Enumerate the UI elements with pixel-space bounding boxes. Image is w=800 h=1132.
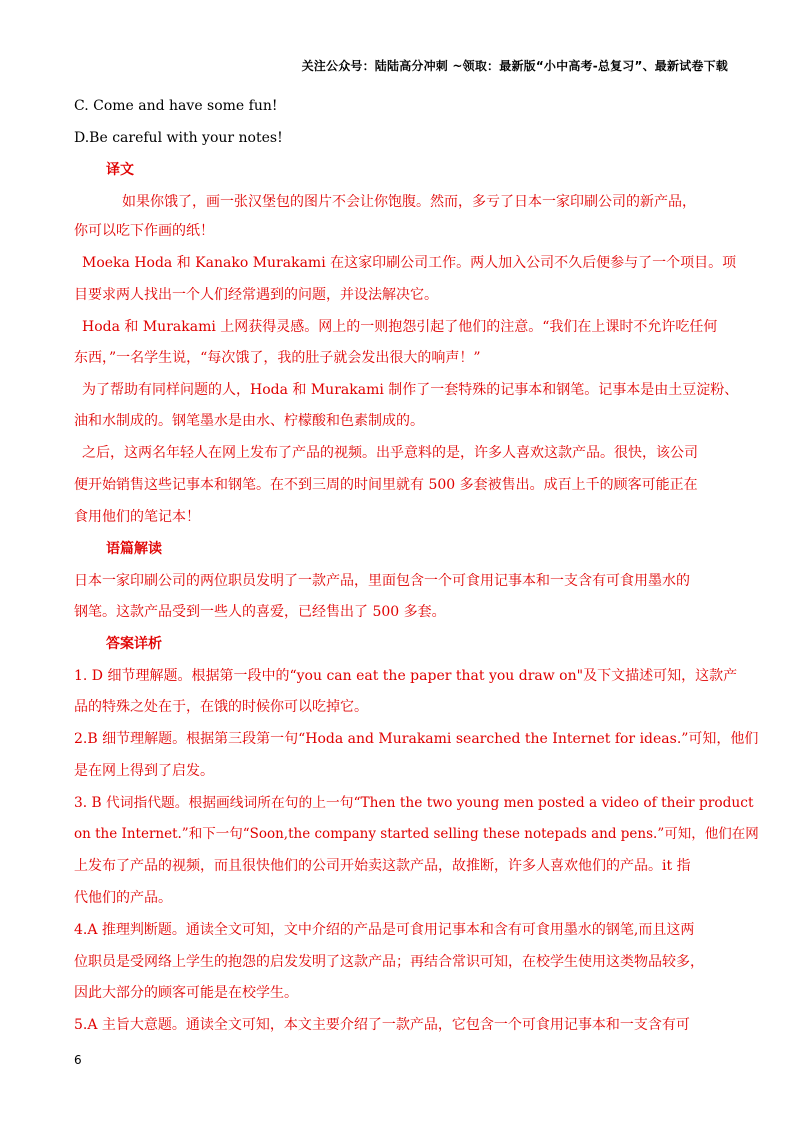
answer-line: 位职员是受网络上学生的抱怨的启发发明了这款产品；再结合常识可知，在校学生使用这类物品较多， [74, 954, 704, 970]
answer-line: 1. D 细节理解题。根据第一段中的“you can eat the paper that you draw on"及下文描述可知，这款产 [74, 668, 738, 684]
answer-line: 2.B 细节理解题。根据第三段第一句“Hoda and Murakami searched the Internet for ideas.”可知，他们 [74, 731, 759, 747]
answer-line: 因此大部分的顾客可能是在校学生。 [74, 985, 298, 1001]
analysis-line: 钢笔。这款产品受到一些人的喜爱，已经售出了 500 多套。 [74, 604, 446, 620]
translation-line: 东西，”一名学生说，“每次饿了，我的肚子就会发出很大的响声！” [74, 350, 481, 366]
translation-line: 油和水制成的。钢笔墨水是由水、柠檬酸和色素制成的。 [74, 413, 424, 429]
option-c: C. Come and have some fun! [74, 98, 278, 114]
answer-line: 3. B 代词指代题。根据画线词所在句的上一句“Then the two young men posted a video of their product [74, 795, 754, 811]
answer-line: on the Internet.”和下一句“Soon,the company started selling these notepads and pens.”可知，他们在网 [74, 826, 759, 842]
option-d: D.Be careful with your notes! [74, 130, 283, 146]
answer-line: 品的特殊之处在于，在饿的时候你可以吃掉它。 [74, 699, 368, 715]
answer-line: 5.A 主旨大意题。通读全文可知，本文主要介绍了一款产品，它包含一个可食用记事本和一支含有可 [74, 1017, 690, 1033]
answer-line: 是在网上得到了启发。 [74, 763, 214, 779]
translation-line: 你可以吃下作画的纸！ [74, 223, 214, 239]
analysis-heading: 语篇解读 [106, 541, 162, 557]
translation-line: 之后，这两名年轻人在网上发布了产品的视频。出乎意料的是，许多人喜欢这款产品。很快，该公司 [82, 445, 698, 461]
translation-line: 便开始销售这些记事本和钢笔。在不到三周的时间里就有 500 多套被售出。成百上千的顾客可能正在 [74, 477, 698, 493]
translation-heading: 译文 [106, 162, 134, 178]
translation-line: 目要求两人找出一个人们经常遇到的问题，并设法解决它。 [74, 287, 438, 303]
translation-line: Moeka Hoda 和 Kanako Murakami 在这家印刷公司工作。两人加入公司不久后便参与了一个项目。项 [82, 255, 737, 271]
answers-heading: 答案详析 [106, 636, 162, 652]
analysis-line: 日本一家印刷公司的两位职员发明了一款产品，里面包含一个可食用记事本和一支含有可食用墨水的 [74, 573, 690, 589]
translation-line: 为了帮助有同样问题的人，Hoda 和 Murakami 制作了一套特殊的记事本和钢笔。记事本是由土豆淀粉、 [82, 382, 739, 398]
translation-line: 食用他们的笔记本！ [74, 509, 200, 525]
translation-line: 如果你饿了，画一张汉堡包的图片不会让你饱腹。然而，多亏了日本一家印刷公司的新产品， [122, 194, 696, 210]
answer-line: 上发布了产品的视频，而且很快他们的公司开始卖这款产品，故推断，许多人喜欢他们的产品。it 指 [74, 858, 691, 874]
translation-line: Hoda 和 Murakami 上网获得灵感。网上的一则抱怨引起了他们的注意。“我们在上课时不允许吃任何 [82, 319, 718, 335]
answer-line: 4.A 推理判断题。通读全文可知，文中介绍的产品是可食用记事本和含有可食用墨水的钢笔,而且这两 [74, 922, 695, 938]
page-header: 关注公众号：陆陆高分冲刺 ~领取：最新版“小中高考-总复习”、最新试卷下载 [301, 59, 728, 73]
page-number: 6 [74, 1053, 82, 1067]
answer-line: 代他们的产品。 [74, 890, 172, 906]
